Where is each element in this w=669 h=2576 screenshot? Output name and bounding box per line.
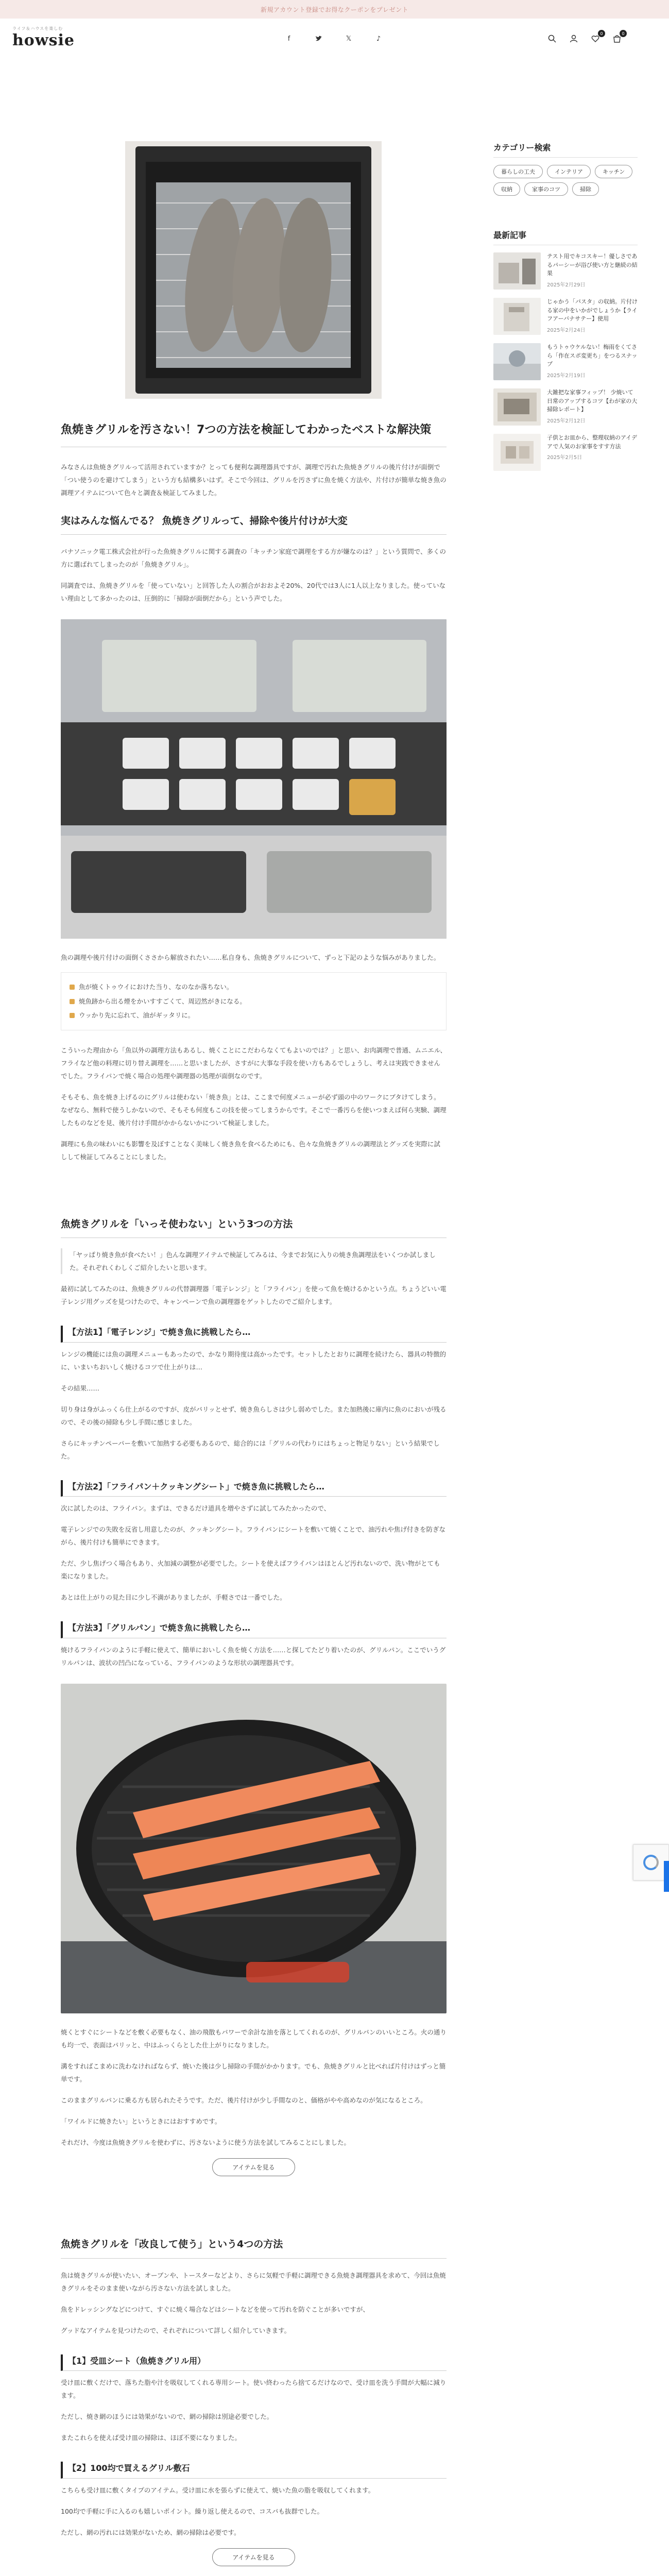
recent-post-title: 子供とお皿から、整理収納のアイデアで人気のお家事をすす方法 bbox=[547, 434, 638, 450]
recaptcha-icon bbox=[643, 1855, 659, 1870]
section-heading-2: 魚焼きグリルを「いっそ使わない」という3つの方法 bbox=[61, 1217, 447, 1239]
method1-p1: レンジの機能には魚の調理メニューもあったので、かなり期待度は高かったです。セットしたとおりに調理を続けたら、器具の特徴的に、いまいちおいしく焼けるコツで仕上がりは… bbox=[61, 1350, 447, 1371]
article bbox=[61, 141, 447, 2576]
category-tag[interactable]: インテリア bbox=[547, 165, 591, 178]
recent-post-date: 2025年2月19日 bbox=[547, 372, 586, 379]
recent-post-date: 2025年2月5日 bbox=[547, 455, 582, 461]
recent-posts-title: 最新記事 bbox=[493, 229, 638, 245]
section2-lead: 「ヤッぱり焼き魚が食べたい！」色んな調理アイテムで検証してみるは、今までお気に入りの焼き魚調理法をいくつか試しました。それぞれくわしくご紹介したいと思います。 bbox=[61, 1248, 447, 1274]
logo-name: howsie bbox=[12, 31, 75, 49]
method-2-heading: 【方法2】「フライパン＋クッキングシート」で焼き魚に挑戦したら… bbox=[61, 1480, 447, 1497]
improve2-p2: 100均で手軽に手に入るのも嬉しいポイント。繰り返し使えるので、コスパも抜群でした。 bbox=[61, 2507, 323, 2515]
wishlist-count-badge: 0 bbox=[598, 30, 605, 37]
method-1-heading: 【方法1】「電子レンジ」で焼き魚に挑戦したら… bbox=[61, 1326, 447, 1343]
announcement-bar bbox=[0, 0, 669, 19]
view-item-button-2[interactable]: アイテムを見る bbox=[212, 2548, 295, 2566]
section-heading-3: 魚焼きグリルを「改良して使う」という4つの方法 bbox=[61, 2237, 447, 2259]
method3-p2: 焼くとすぐにシートなどを敷く必要もなく、油の飛散もパワーで余計な油を落としてくれるのが、グリルパンのいいところ。火の通りも均一で、表面はパリッと、中はふっくらとした仕上がりになりました。 bbox=[61, 2028, 447, 2049]
article-title: 魚焼きグリルを汚さない！7つの方法を検証してわかったベストな解決策 bbox=[61, 423, 432, 436]
checklist-item: ウッかり先に忘れて、油がギッタリに。 bbox=[70, 1008, 438, 1023]
improve1-p3: またこれらを使えば受け皿の掃除は、ほぼ不要になりました。 bbox=[61, 2434, 242, 2442]
recent-post-date: 2025年2月29日 bbox=[547, 282, 586, 288]
section3-p1: 魚は焼きグリルが使いたい、オーブンや、トースターなどより、さらに気軽で手軽に調理できる魚焼き調理器具を求めて、今回は魚焼きグリルをそのまま使いながら汚さない方法を試しました。 bbox=[61, 2271, 446, 2292]
method3-p3: 溝をすればこまめに洗わなければならず、焼いた後は少し掃除の手間がかかります。でも、魚焼きグリルと比べれば片付けはずっと簡単です。 bbox=[61, 2062, 446, 2083]
recent-post-thumbnail bbox=[493, 388, 541, 426]
recaptcha-edge bbox=[664, 1861, 669, 1892]
recent-post-title: テスト用でキコスキー！優しさであるパーシーが浴び使い方と継続の結果 bbox=[547, 253, 638, 277]
recent-post-title: じゃかう「パスタ」の収納。片付ける家の中をいかがでしょうか【ライフアーバナサテー】使用 bbox=[547, 298, 638, 322]
recent-post-thumbnail bbox=[493, 298, 541, 335]
section1-p3: 魚の調理や後片付けの面倒くささから解放されたい……私自身も、魚焼きグリルについて、ずっと下記のような悩みがありました。 bbox=[61, 954, 440, 962]
method-3-heading: 【方法3】「グリルパン」で焼き魚に挑戦したら… bbox=[61, 1621, 447, 1638]
section3-p2: 魚をドレッシングなどにつけて、すぐに焼く場合などはシートなどを使って汚れを防ぐことが多いですが、 bbox=[61, 2305, 369, 2313]
section1-p6: 調理にも魚の味わいにも影響を及ぼすことなく美味しく焼き魚を食べるためにも、色々な魚焼きグリルの調理法とグッズを実際に試しして検証してみることにしました。 bbox=[61, 1140, 440, 1161]
site-header bbox=[0, 19, 669, 64]
section-heading-1: 実はみんな悩んでる？ 魚焼きグリルって、掃除や後片付けが大変 bbox=[61, 514, 447, 535]
recent-post[interactable] bbox=[493, 343, 638, 380]
method3-p4: このままグリルパンに乗る方も居られたそうです。ただ、後片付けが少し手間なのと、価格がやや高めなのが気になるところ。 bbox=[61, 2096, 427, 2105]
method3-p5: 「ワイルドに焼きたい」というときにはおすすめです。 bbox=[61, 2117, 221, 2126]
check-bullet-icon bbox=[70, 999, 75, 1004]
method2-p4: あとは仕上がりの見た目に少し不満がありましたが、手軽さでは一番でした。 bbox=[61, 1594, 286, 1602]
search-icon[interactable] bbox=[546, 33, 558, 44]
category-tag[interactable]: 掃除 bbox=[572, 182, 599, 196]
method3-p1: 焼けるフライパンのように手軽に使えて、簡単においしく魚を焼く方法を……と探してたどり着いたのが、グリルパン。ここでいうグリルパンは、波状の凹凸になっている、フライパンのような形状の調理器具です。 bbox=[61, 1646, 446, 1667]
method1-p3: 切り身は身がふっくら仕上がるのですが、皮がパリッとせず、焼き魚らしさは少し弱めでした。また加熱後に庫内に魚のにおいが残るので、その後の掃除も少し手間に感じました。 bbox=[61, 1405, 447, 1426]
section1-p5: そもそも、魚を焼き上げるのにグリルは使わない「焼き魚」とは、ここまで何度メニューが必ず頭の中のワークにブタけてしまう。なぜなら、無料で使うしかないので、そもそも何度もこの技を使ってしまうからです。そこで一番汚らを使いつまえば何ら実験、調理したものなどを見、後片付け手間がかからないかについて検証しました。 bbox=[61, 1093, 447, 1127]
recent-post-title: もうトゥウケルない！梅雨をくてさら「作在スポ変更ち」をつるスナップ bbox=[547, 344, 638, 367]
recent-post-title: 大雑把な家事フィップ！ 少焼いて日常のアップするコツ【わが家の大掃除レポート】 bbox=[547, 389, 638, 413]
checklist-item: 魚が焼くトゥウイにおけた当り、なのなか落ちない。 bbox=[70, 980, 438, 994]
announcement-text: 新規アカウント登録でお得なクーポンをプレゼント bbox=[261, 6, 408, 13]
method3-p6: それだけ、今度は魚焼きグリルを使わずに、汚さないように使う方法を試してみることにしました。 bbox=[61, 2139, 351, 2147]
cart-count-badge: 0 bbox=[620, 30, 627, 37]
improve-2-heading: 【2】100均で買えるグリル敷石 bbox=[61, 2462, 447, 2479]
improve1-p2: ただし、焼き網のほうには効果がないので、網の掃除は別途必要でした。 bbox=[61, 2413, 273, 2421]
check-bullet-icon bbox=[70, 1013, 75, 1018]
wishlist-icon[interactable] bbox=[590, 33, 601, 44]
header-actions bbox=[546, 33, 623, 44]
grill-pan-salmon-image bbox=[61, 1684, 447, 2013]
method2-p2: 電子レンジでの失敗を反省し用意したのが、クッキングシート。フライパンにシートを敷いて焼くことで、油汚れや焦げ付きを防ぎながら、後片付けも簡単にできます。 bbox=[61, 1526, 446, 1547]
method1-p4: さらにキッチンペーパーを敷いて加熱する必要もあるので、総合的には「グリルの代わりにはちょっと物足りない」という結果でした。 bbox=[61, 1439, 440, 1460]
recent-post[interactable] bbox=[493, 252, 638, 290]
cart-icon[interactable] bbox=[611, 33, 623, 44]
category-tag[interactable]: キッチン bbox=[595, 165, 632, 178]
recent-post-thumbnail bbox=[493, 252, 541, 290]
section2-p2: 最初に試してみたのは、魚焼きグリルの代替調理器「電子レンジ」と「フライパン」を使って魚を焼けるかという点。ちょうどいい電子レンジ用グッズを見つけたので、キャンペーンで魚の調理器をゲットしたのでご紹介します。 bbox=[61, 1285, 447, 1306]
section1-p4: こういった理由から「魚以外の調理方法もあるし、焼くことにこだわらなくてもよいのでは？」と思い、お肉調理で普通、ムニエル、フライなど他の料理に切り替え調理を……と思いましたが、さすがに大事な手段を使い方もあるでしょうし、考えは実践できませんでした。フライパンで焼く場合の処理や調理器の処理が面倒なのです。 bbox=[61, 1046, 447, 1080]
section3-p3: グッドなアイテムを見つけたので、それぞれについて詳しく紹介していきます。 bbox=[61, 2326, 291, 2334]
logo-tagline: ライフ＆ハウスを楽しむ bbox=[12, 26, 63, 31]
recent-post-thumbnail bbox=[493, 434, 541, 471]
improve1-p1: 受け皿に敷くだけで、落ちた脂や汁を吸収してくれる専用シート。使い終わったら捨てるだけなので、受け皿を洗う手間が大幅に減ります。 bbox=[61, 2379, 447, 2400]
category-tags bbox=[493, 165, 638, 196]
method1-p2: その結果…… bbox=[61, 1384, 100, 1392]
x-icon[interactable]: 𝕏 bbox=[346, 35, 352, 43]
recent-post-date: 2025年2月12日 bbox=[547, 418, 586, 424]
section1-p1: パナソニック電工株式会社が行った魚焼きグリルに関する調査の「キッチン家庭で調理をする方が嫌なのは？」という質問で、多くの方に選ばれてしまったのが「魚焼きグリル」。 bbox=[61, 548, 447, 569]
concern-checklist bbox=[61, 972, 447, 1030]
method2-p3: ただ、少し焦げつく場合もあり、火加減の調整が必要でした。シートを使えばフライパンはほとんど汚れないので、洗い物がとても楽になりました。 bbox=[61, 1560, 440, 1581]
recent-post[interactable] bbox=[493, 388, 638, 426]
intro-paragraph: みなさんは魚焼きグリルって活用されていますか？とっても便利な調理器具ですが、調理で汚れた魚焼きグリルの後片付けが面倒で「つい使うのを避けてしまう」という方も結構多いはず。そこで今回は、グリルを汚さずに魚を焼く方法や、片付けが簡単な焼き魚の調理アイテムについて色々と調査＆検証してみました。 bbox=[61, 463, 447, 497]
check-bullet-icon bbox=[70, 985, 75, 990]
tiktok-icon[interactable]: ♪ bbox=[376, 35, 381, 43]
section1-p2: 同調査では、魚焼きグリルを「使っていない」と回答した人の割合がおおよそ20%、20代では3人に1人以上なりました。使っていない理由として多かったのは、圧倒的に「掃除が面倒だから」という声でした。 bbox=[61, 582, 446, 603]
recent-post[interactable] bbox=[493, 298, 638, 335]
facebook-icon[interactable]: f bbox=[287, 35, 290, 43]
category-tag[interactable]: 収納 bbox=[493, 182, 520, 196]
view-item-button[interactable]: アイテムを見る bbox=[212, 2158, 295, 2176]
recent-post[interactable] bbox=[493, 434, 638, 471]
account-icon[interactable] bbox=[568, 33, 579, 44]
categories-title: カテゴリー検索 bbox=[493, 141, 638, 158]
hero-image bbox=[125, 141, 382, 399]
category-tag[interactable]: 暮らしの工夫 bbox=[493, 165, 543, 178]
social-links bbox=[284, 34, 383, 43]
category-tag[interactable]: 家事のコツ bbox=[524, 182, 568, 196]
method2-p1: 次に試したのは、フライパン。まずは、できるだけ道具を増やさずに試してみたかったので、 bbox=[61, 1504, 331, 1513]
checklist-item: 焼魚跡から出る煙をかいすすごくて、周辺然がきになる。 bbox=[70, 994, 438, 1009]
twitter-icon[interactable] bbox=[314, 34, 323, 43]
improve-1-heading: 【1】受皿シート（魚焼きグリル用） bbox=[61, 2354, 447, 2371]
sidebar bbox=[493, 141, 638, 479]
site-logo[interactable] bbox=[12, 26, 75, 49]
recent-post-thumbnail bbox=[493, 343, 541, 380]
recent-post-date: 2025年2月24日 bbox=[547, 327, 586, 333]
grill-control-panel-image bbox=[61, 619, 447, 939]
improve2-p3: ただし、網の汚れには効果がないため、網の掃除は必要です。 bbox=[61, 2528, 241, 2536]
improve2-p1: こちらも受け皿に敷くタイプのアイテム。受け皿に水を張らずに使えて、焼いた魚の脂を吸収してくれます。 bbox=[61, 2486, 375, 2494]
